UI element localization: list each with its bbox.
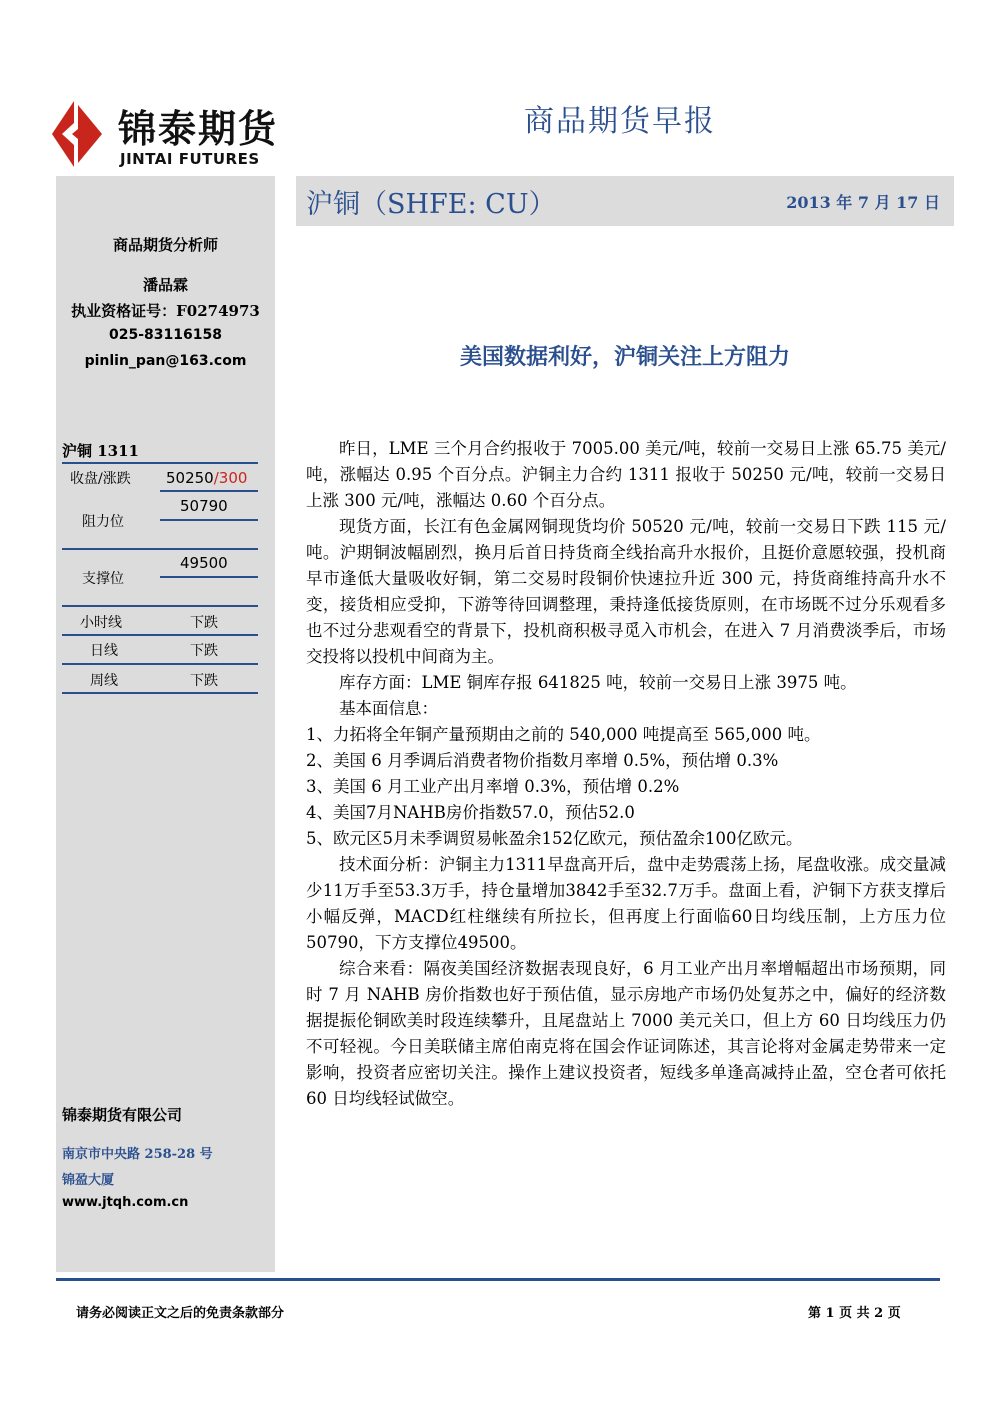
body-paragraph: 技术面分析：沪铜主力1311早盘高开后，盘中走势震荡上扬，尾盘收涨。成交量减少11万手至53.3万手，持仓量增加3842手至32.7万手。盘面上看，沪铜下方获支撑后小幅反弹，MACD红柱继续有所拉长，但再度上行面临60日均线压制，上方压力位50790，下方支撑位49500。 [306, 855, 946, 952]
company-logo [52, 96, 282, 176]
company-name: 锦泰期货有限公司 [62, 1106, 183, 1124]
analyst-email[interactable]: pinlin_pan@163.com [84, 353, 247, 369]
close-label: 收盘/涨跌 [70, 471, 131, 487]
company-address-1: 南京市中央路 258-28 号 [62, 1147, 213, 1162]
trend-value-daily: 下跌 [190, 643, 218, 659]
body-paragraph: 2、美国 6 月季调后消费者物价指数月率增 0.5%，预估增 0.3% [306, 751, 779, 770]
table-divider [160, 576, 258, 578]
body-paragraph: 3、美国 6 月工业产出月率增 0.3%，预估增 0.2% [306, 777, 680, 796]
change-separator: / [213, 469, 219, 487]
table-divider [160, 519, 258, 521]
resistance-label: 阻力位 [82, 514, 124, 530]
trend-value-hourly: 下跌 [190, 615, 218, 631]
change-value: 300 [218, 469, 248, 487]
logo-name-cn: 锦泰期货 [118, 107, 279, 151]
commodity-title: 沪铜（SHFE: CU） [306, 189, 556, 220]
analyst-license: 执业资格证号：F0274973 [71, 302, 260, 320]
table-divider [62, 548, 258, 550]
resistance-value: 50790 [180, 497, 228, 515]
footer-page-number: 第 1 页 共 2 页 [808, 1306, 901, 1321]
body-paragraph: 4、美国7月NAHB房价指数57.0，预估52.0 [306, 803, 635, 822]
trend-label-hourly: 小时线 [80, 615, 122, 631]
support-label: 支撑位 [82, 571, 124, 587]
trend-label-weekly: 周线 [90, 673, 118, 689]
footer-disclaimer: 请务必阅读正文之后的免责条款部分 [76, 1306, 285, 1321]
support-value: 49500 [180, 554, 228, 572]
company-address-2: 锦盈大厦 [62, 1173, 115, 1188]
footer-divider [56, 1278, 940, 1281]
table-divider [62, 605, 258, 607]
report-type-title: 商品期货早报 [524, 104, 716, 139]
trend-label-daily: 日线 [90, 643, 118, 659]
body-paragraph: 1、力拓将全年铜产量预期由之前的 540,000 吨提高至 565,000 吨。 [306, 725, 821, 744]
company-website[interactable]: www.jtqh.com.cn [62, 1195, 189, 1210]
header-band [296, 176, 954, 226]
table-divider [62, 663, 258, 665]
body-paragraph: 现货方面，长江有色金属网铜现货均价 50520 元/吨，较前一交易日下跌 115 元/吨。沪期铜波幅剧烈，换月后首日持货商全线抬高升水报价，且挺价意愿较强，投机商早市逢低大量吸收好铜，第二交易时段铜价快速拉升近 300 元，持货商维持高升水不变，接货相应受抑，下游等待回调整理，秉持逢低接货原则，在市场既不过分乐观看多也不过分悲观看空的背景下，投机商积极寻觅入市机会，在进入 7 月消费淡季后，市场交投将以投机中间商为主。 [306, 517, 946, 666]
close-value: 50250 [166, 469, 214, 487]
body-paragraph: 综合来看：隔夜美国经济数据表现良好，6 月工业产出月率增幅超出市场预期，同时 7 月 NAHB 房价指数也好于预估值，显示房地产市场仍处复苏之中，偏好的经济数据提振伦铜欧美时段连续攀升，且尾盘站上 7000 美元关口，但上方 60 日均线压力仍不可轻视。今日美联储主席伯南克将在国会作证词陈述，其言论将对金属走势带来一定影响，投资者应密切关注。操作上建议投资者，短线多单逢高减持止盈，空仓者可依托 60 日均线轻试做空。 [306, 959, 946, 1108]
body-paragraph: 5、欧元区5月未季调贸易帐盈余152亿欧元，预估盈余100亿欧元。 [306, 829, 803, 848]
contract-name: 沪铜 1311 [62, 442, 139, 460]
report-headline: 美国数据利好，沪铜关注上方阻力 [459, 344, 790, 370]
table-divider [62, 462, 258, 464]
table-divider [62, 634, 258, 636]
analyst-role: 商品期货分析师 [112, 236, 218, 254]
body-paragraph: 基本面信息： [339, 699, 438, 718]
close-change-value [166, 469, 247, 487]
body-paragraph: 库存方面：LME 铜库存报 641825 吨，较前一交易日上涨 3975 吨。 [339, 673, 857, 692]
logo-name-en: JINTAI FUTURES [120, 150, 260, 168]
report-date: 2013 年 7 月 17 日 [786, 193, 940, 212]
analyst-name: 潘品霖 [142, 276, 188, 294]
report-body [306, 436, 946, 1112]
jintai-logo-icon [52, 101, 110, 167]
sidebar [56, 176, 275, 1272]
table-divider [62, 692, 258, 694]
body-paragraph: 昨日，LME 三个月合约报收于 7005.00 美元/吨，较前一交易日上涨 65.75 美元/吨，涨幅达 0.95 个百分点。沪铜主力合约 1311 报收于 50250 元/吨，较前一交易日上涨 300 元/吨，涨幅达 0.60 个百分点。 [306, 439, 946, 510]
analyst-phone: 025-83116158 [109, 327, 222, 343]
trend-value-weekly: 下跌 [190, 673, 218, 689]
table-divider [160, 490, 258, 492]
